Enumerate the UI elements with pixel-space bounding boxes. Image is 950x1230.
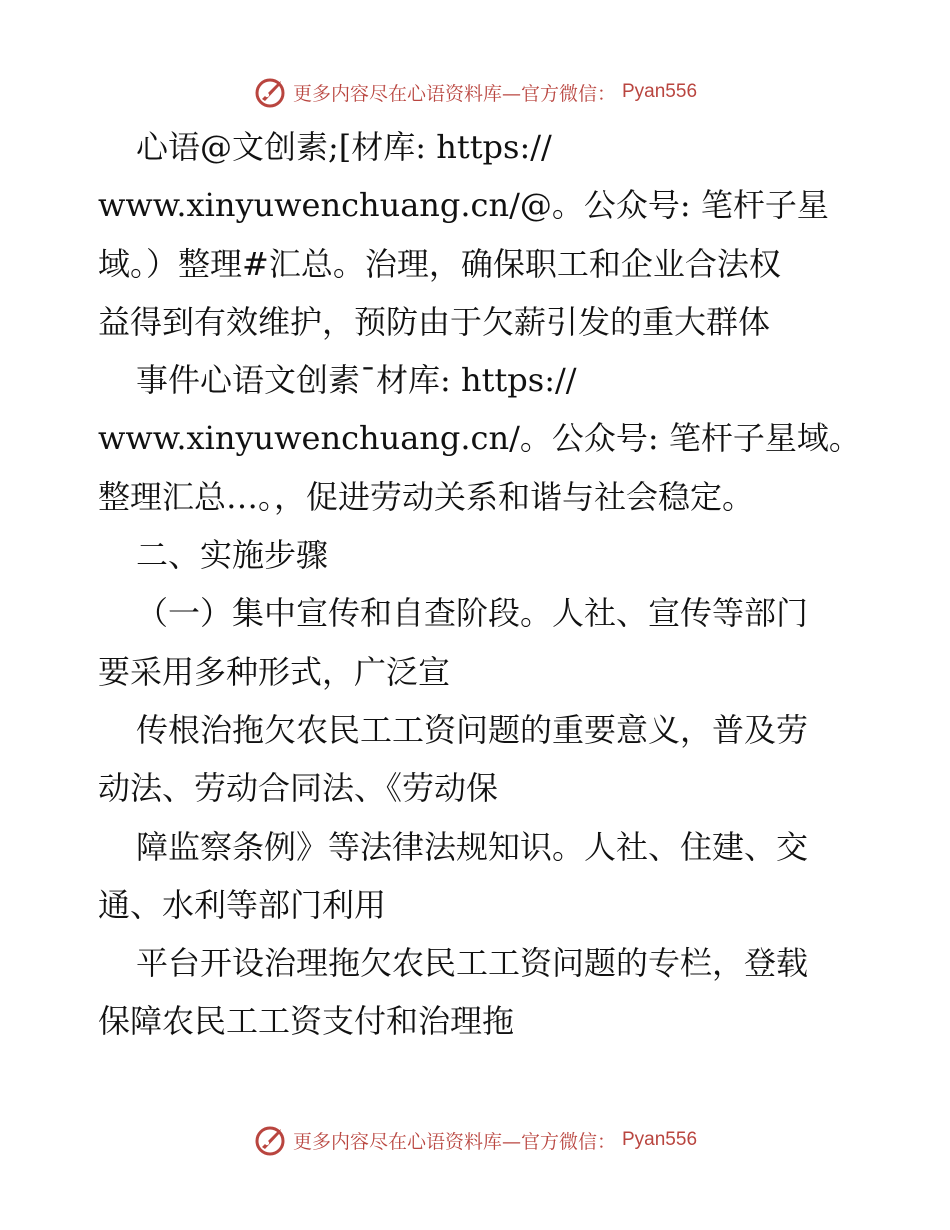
document-body <box>98 118 861 1051</box>
header-wechat-id: Pyan556 <box>622 81 698 102</box>
footer-wechat-id: Pyan556 <box>622 1129 698 1150</box>
text-line: 障监察条例》等法律法规知识。人社、住建、交 <box>136 827 809 866</box>
text-line: www.xinyuwenchuang.cn/。公众号: 笔杆子星域。 <box>98 419 861 458</box>
text-line: 事件心语文创素¯材库: https:// <box>136 361 577 400</box>
footer-banner <box>0 1120 950 1160</box>
text-line: 益得到有效维护，预防由于欠薪引发的重大群体 <box>98 302 771 341</box>
text-line: 整理汇总…。，促进劳动关系和谐与社会稳定。 <box>98 477 755 516</box>
text-line: 要采用多种形式，广泛宣 <box>98 652 451 691</box>
text-line: 心语@文创素;[材库: https:// <box>136 128 552 166</box>
text-line: www.xinyuwenchuang.cn/@。公众号: 笔杆子星 <box>98 186 829 225</box>
text-line: 传根治拖欠农民工工资问题的重要意义，普及劳 <box>136 710 809 749</box>
text-line: 域。）整理#汇总。治理，确保职工和企业合法权 <box>98 244 781 283</box>
text-line: 平台开设治理拖欠农民工工资问题的专栏，登载 <box>136 944 809 983</box>
header-banner <box>0 72 950 112</box>
text-line: 保障农民工工资支付和治理拖 <box>98 1002 515 1041</box>
text-line: （一）集中宣传和自查阶段。人社、宣传等部门 <box>136 594 809 633</box>
pen-seal-logo-icon <box>253 75 287 109</box>
footer-banner-text: 更多内容尽在心语资料库—官方微信： <box>292 1130 616 1153</box>
pen-seal-logo-icon <box>253 1123 287 1157</box>
text-line: 通、水利等部门利用 <box>98 885 387 924</box>
text-line: 动法、劳动合同法、《劳动保 <box>98 769 499 808</box>
section-heading: 二、实施步骤 <box>136 536 329 575</box>
header-banner-text: 更多内容尽在心语资料库—官方微信： <box>292 82 616 105</box>
